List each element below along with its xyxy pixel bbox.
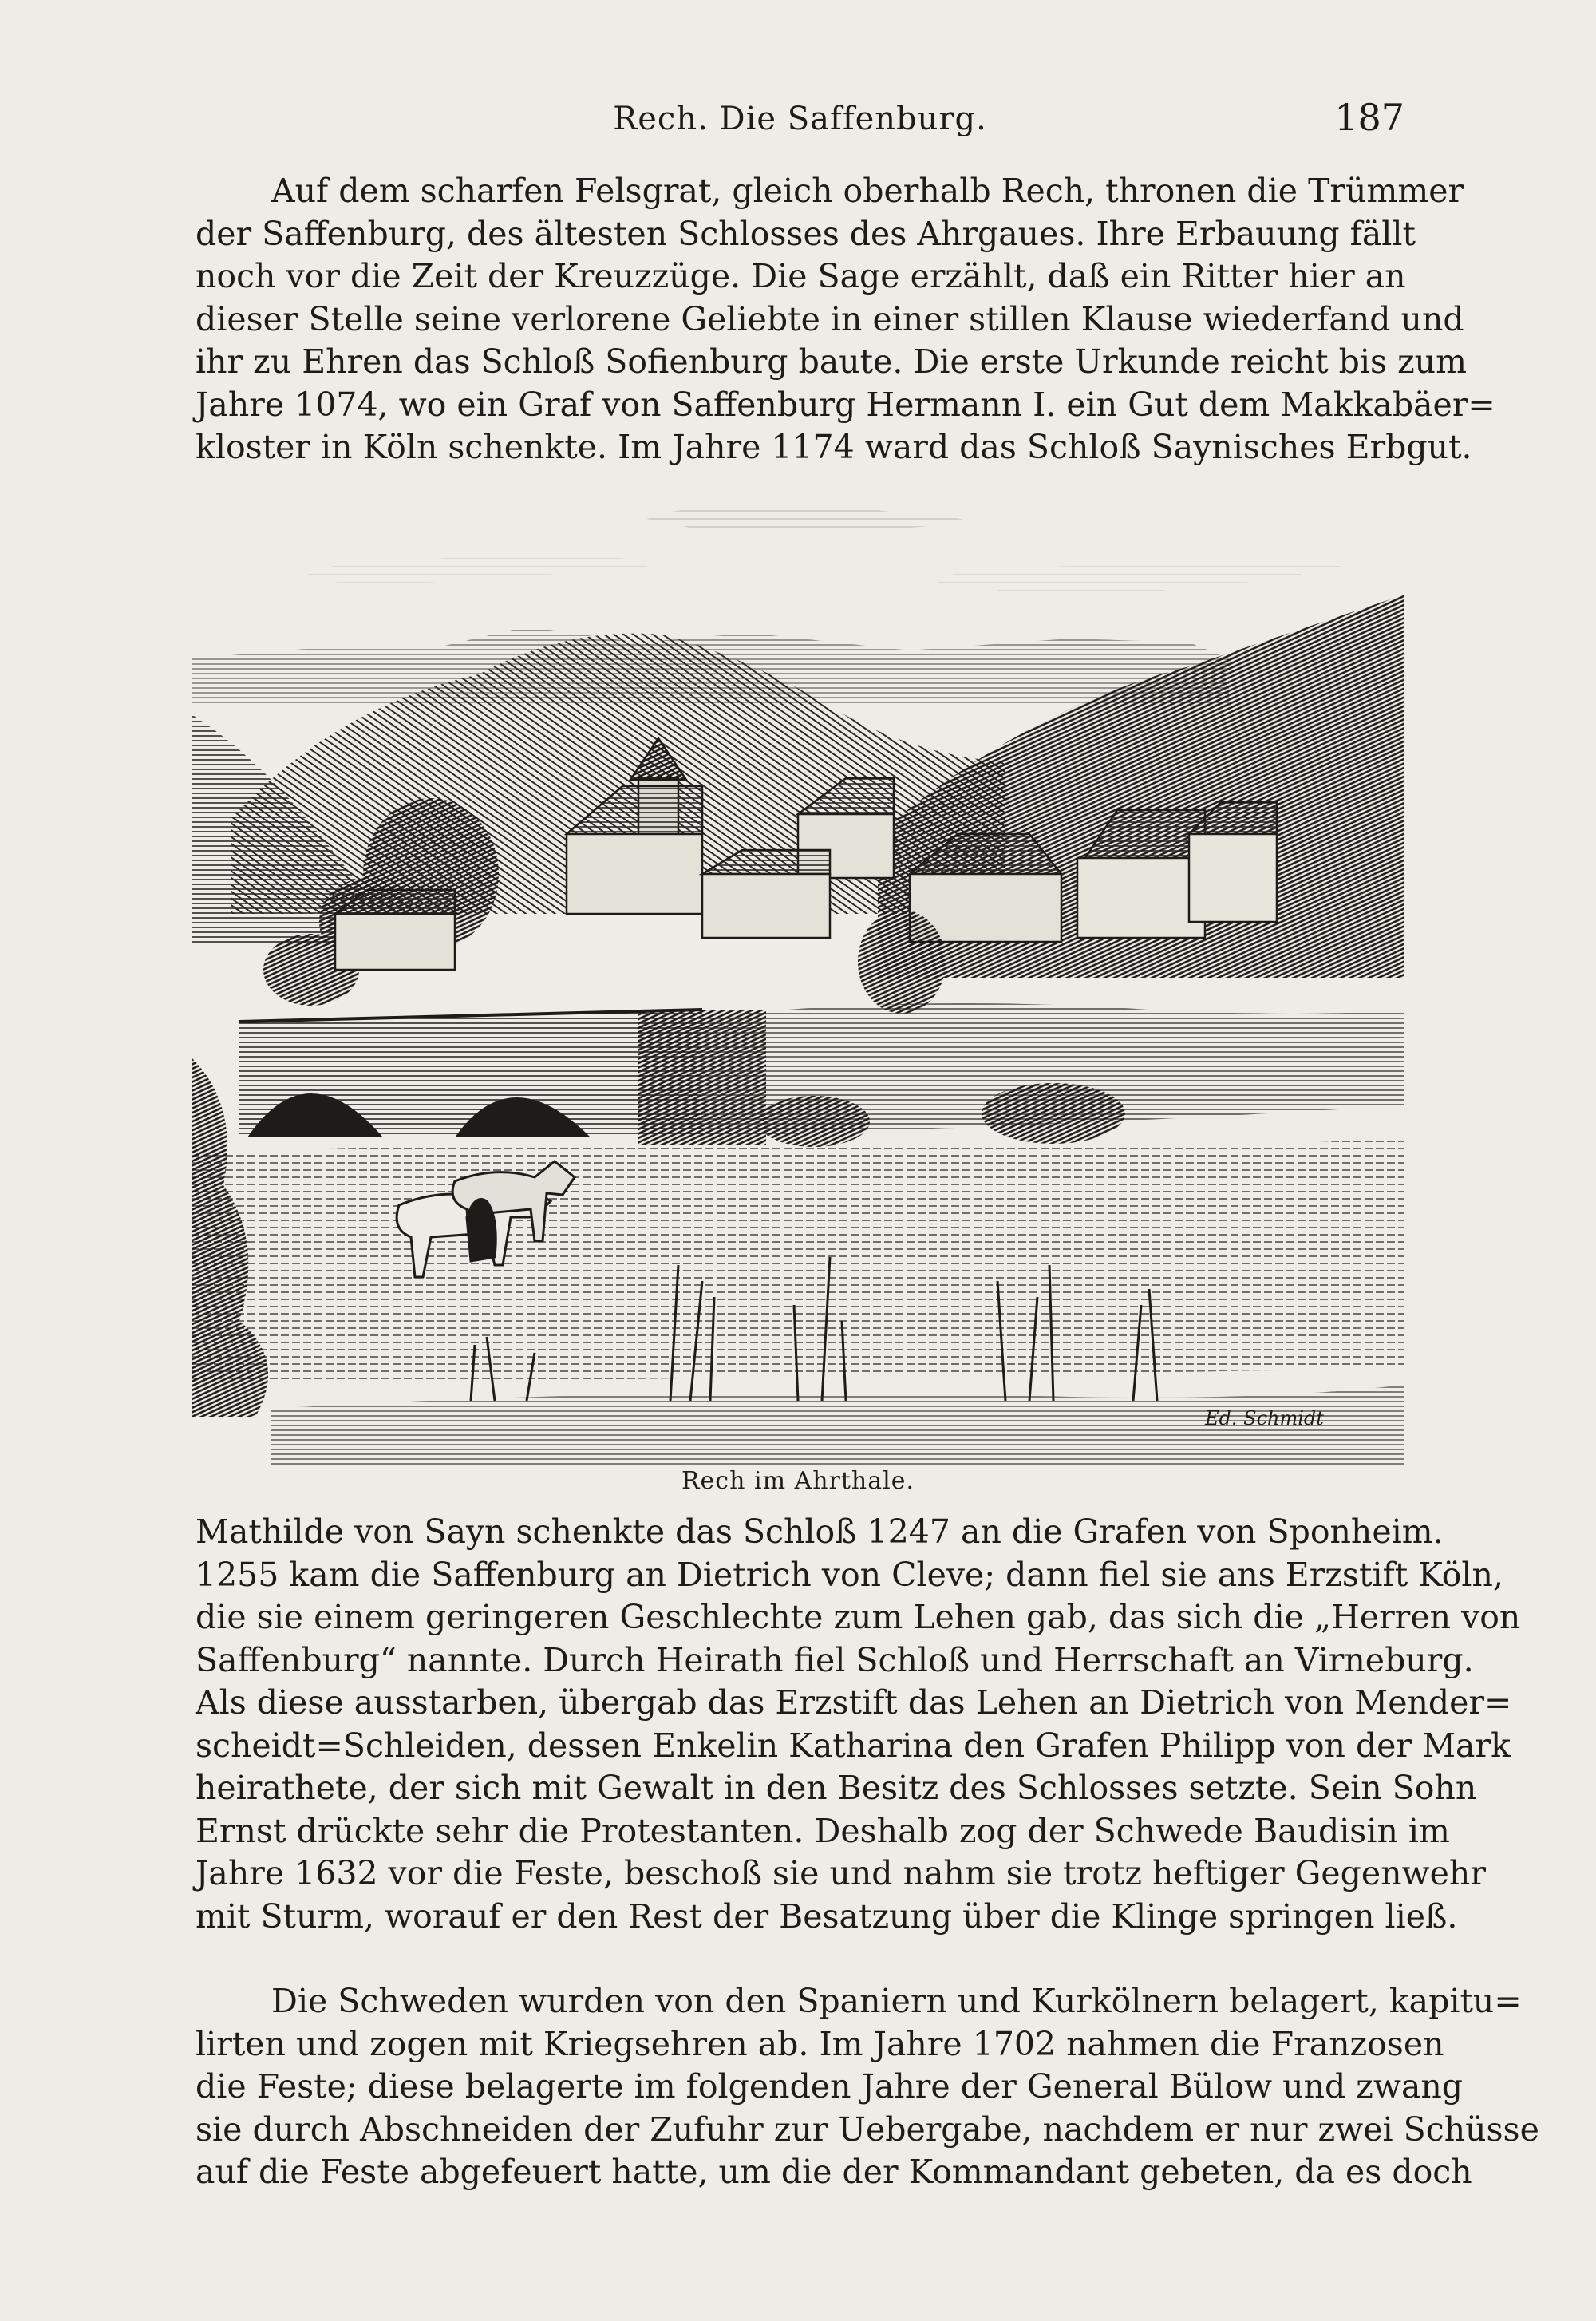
engraver-signature: Ed. Schmidt <box>1205 1407 1324 1429</box>
text-line: 1255 kam die Saffenburg an Dietrich von Cleve; dann fiel sie ans Erzstift Köln, <box>196 1555 1503 1594</box>
river <box>192 1137 1404 1385</box>
text-line: die Feste; diese belagerte im folgenden Jahre der General Bülow und zwang <box>196 2067 1464 2106</box>
bushes <box>982 1083 1125 1144</box>
text-line: der Saffenburg, des ältesten Schlosses des Ahrgaues. Ihre Erbauung fällt <box>196 214 1416 253</box>
text-line: sie durch Abschneiden der Zufuhr zur Uebergabe, nachdem er nur zwei Schüsse <box>196 2109 1539 2149</box>
bushes <box>758 1096 870 1147</box>
stone-bridge <box>239 1010 766 1145</box>
text-line: noch vor die Zeit der Kreuzzüge. Die Sage erzählt, daß ein Ritter hier an <box>196 257 1406 295</box>
text-line: Mathilde von Sayn schenkte das Schloß 1247 an die Grafen von Sponheim. <box>196 1512 1444 1551</box>
text-line: lirten und zogen mit Kriegsehren ab. Im Jahre 1702 nahmen die Franzosen <box>196 2024 1444 2063</box>
text-line: Als diese ausstarben, übergab das Erzstift das Lehen an Dietrich von Mender= <box>196 1683 1512 1722</box>
text-line: Die Schweden wurden von den Spaniern und Kurkölnern belagert, kapitu= <box>271 1982 1522 2020</box>
text-line: mit Sturm, worauf er den Rest der Besatzung über die Klinge springen ließ. <box>196 1896 1458 1935</box>
text-line: heirathete, der sich mit Gewalt in den Besitz des Schlosses setzte. Sein Sohn <box>196 1769 1477 1807</box>
text-line: dieser Stelle seine verlorene Geliebte in einer stillen Klause wiederfand und <box>196 299 1464 338</box>
page-header <box>196 94 1404 150</box>
paragraph-1 <box>196 170 1495 469</box>
text-line: Saffenburg“ nannte. Durch Heirath fiel Schloß und Herrschaft an Virneburg. <box>196 1640 1474 1679</box>
text-line: die sie einem geringeren Geschlechte zum Lehen gab, das sich die „Herren von <box>196 1598 1521 1636</box>
text-line: Auf dem scharfen Felsgrat, gleich oberhalb Rech, thronen die Trümmer <box>271 172 1464 210</box>
page-number: 187 <box>1334 96 1404 139</box>
running-title: Rech. Die Saffenburg. <box>613 101 987 137</box>
text-line: Jahre 1632 vor die Feste, beschoß sie und nahm sie trotz heftiger Gegenwehr <box>196 1854 1486 1892</box>
text-line: scheidt=Schleiden, dessen Enkelin Katharina den Grafen Philipp von der Mark <box>196 1726 1511 1765</box>
illustration-caption: Rech im Ahrthale. <box>681 1467 915 1495</box>
text-line: Ernst drückte sehr die Protestanten. Deshalb zog der Schwede Baudisin im <box>196 1811 1450 1850</box>
tree-center <box>858 910 946 1014</box>
engraving-rech-im-ahrthale <box>192 499 1404 1465</box>
text-line: ihr zu Ehren das Schloß Sofienburg baute. Die erste Urkunde reicht bis zum <box>196 342 1467 381</box>
text-line: auf die Feste abgefeuert hatte, um die der Kommandant gebeten, da es doch <box>196 2153 1472 2191</box>
text-line: Jahre 1074, wo ein Graf von Saffenburg Hermann I. ein Gut dem Makkabäer= <box>196 385 1495 424</box>
paragraph-3 <box>196 1980 1539 2194</box>
sky <box>295 507 1357 595</box>
paragraph-2 <box>196 1511 1521 1938</box>
text-line: kloster in Köln schenkte. Im Jahre 1174 ward das Schloß Saynisches Erbgut. <box>196 428 1472 466</box>
